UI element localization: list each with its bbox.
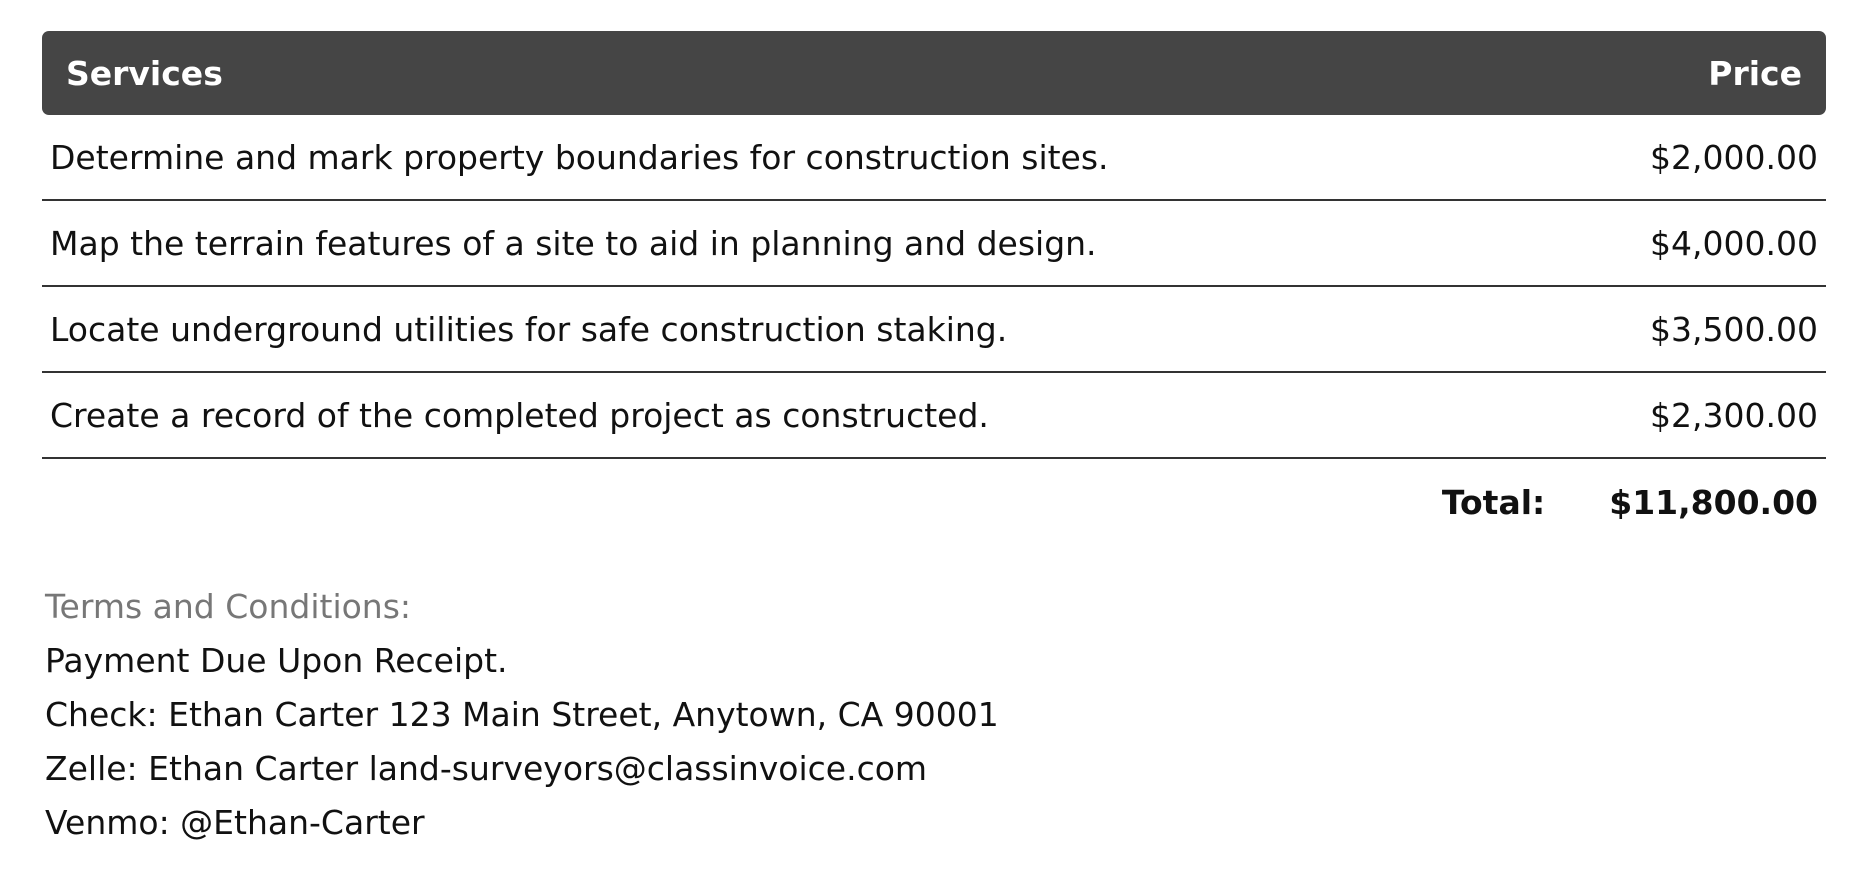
terms-payment-line: Payment Due Upon Receipt. [45, 641, 508, 680]
terms-title: Terms and Conditions: [45, 587, 412, 626]
invoice-table [42, 31, 1826, 545]
total-label: Total: [1441, 482, 1546, 522]
services-column-header: Services [66, 53, 223, 93]
table-row [42, 201, 1826, 287]
service-description: Map the terrain features of a site to aid in planning and design. [50, 223, 1097, 263]
total-value: $11,800.00 [1609, 482, 1818, 522]
service-description: Determine and mark property boundaries for construction sites. [50, 137, 1109, 177]
table-row [42, 115, 1826, 201]
price-column-header: Price [1708, 53, 1802, 93]
service-price: $2,300.00 [1650, 395, 1818, 435]
service-description: Locate underground utilities for safe construction staking. [50, 309, 1008, 349]
service-price: $2,000.00 [1650, 137, 1818, 177]
service-price: $3,500.00 [1650, 309, 1818, 349]
service-description: Create a record of the completed project as constructed. [50, 395, 989, 435]
table-row [42, 373, 1826, 459]
terms-zelle-line: Zelle: Ethan Carter land-surveyors@classinvoice.com [45, 749, 928, 788]
terms-check-line: Check: Ethan Carter 123 Main Street, Anytown, CA 90001 [45, 695, 999, 734]
table-header [42, 31, 1826, 115]
service-price: $4,000.00 [1650, 223, 1818, 263]
terms-section [45, 580, 999, 850]
terms-venmo-line: Venmo: @Ethan-Carter [45, 803, 425, 842]
table-row [42, 287, 1826, 373]
total-row [42, 459, 1826, 545]
